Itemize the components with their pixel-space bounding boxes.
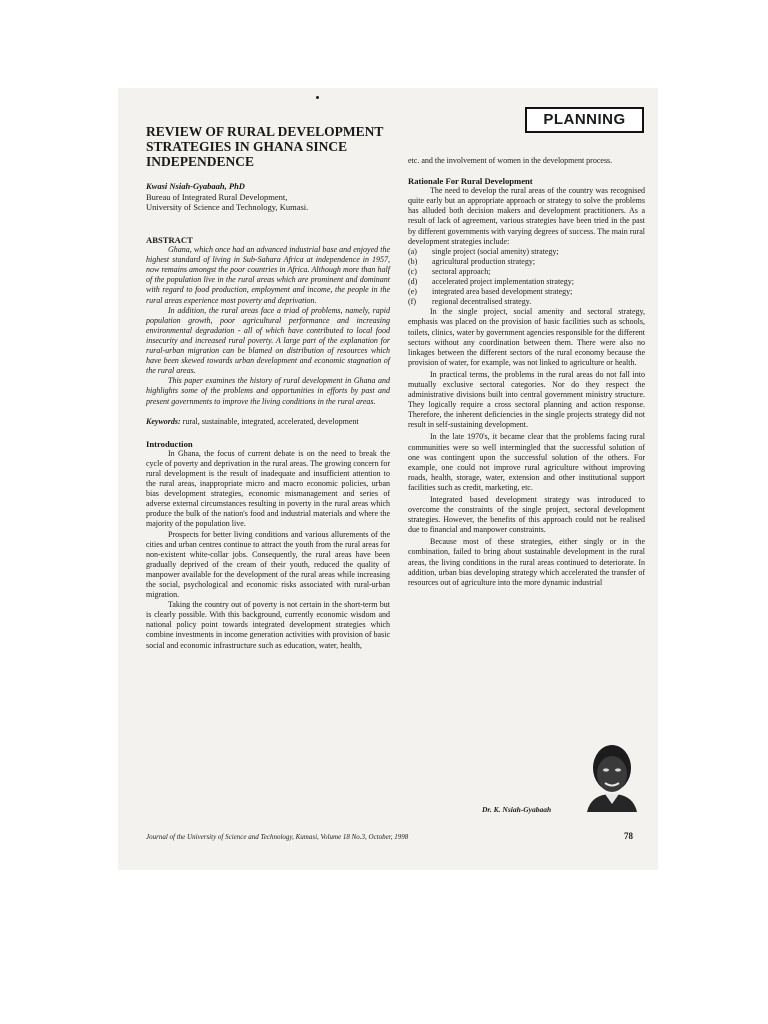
- keywords-text: rural, sustainable, integrated, accelerated, development: [182, 416, 359, 426]
- photo-caption: Dr. K. Nsiah-Gyabaah: [482, 805, 552, 814]
- list-letter: (d): [408, 277, 418, 287]
- abstract-body: [146, 245, 390, 407]
- journal-page: [118, 88, 658, 870]
- list-item: [408, 247, 645, 257]
- rationale-paragraph: Because most of these strategies, either singly or in the combination, failed to bring about sustainable development in the rural areas, the living conditions in the rural areas continued to deteriorate. In addition, urban bias developing strategy which accelerated the transfer of resources out of agriculture into the more dynamic industrial: [408, 537, 645, 587]
- author-portrait-icon: [581, 738, 641, 812]
- section-badge: PLANNING: [525, 107, 644, 133]
- author-affiliation-2: University of Science and Technology, Kumasi.: [146, 202, 309, 212]
- speck-mark: [316, 96, 319, 99]
- list-text: integrated area based development strategy;: [432, 287, 573, 297]
- keywords-label: Keywords:: [146, 416, 181, 426]
- right-column: [408, 156, 645, 588]
- list-item: [408, 277, 645, 287]
- keywords-line: [146, 417, 390, 427]
- list-text: agricultural production strategy;: [432, 256, 536, 266]
- abstract-paragraph: Ghana, which once had an advanced industrial base and enjoyed the highest standard of living in Sub-Sahara Africa at independence in 1957, now remains amongst the poor countries in Africa. Although more than half of the population live in the rural areas which are prominent and dominant with regard to food production, employment and income, the people in the rural areas experience most poverty and deprivation.: [146, 245, 390, 305]
- author-photo: [581, 738, 641, 812]
- list-letter: (b): [408, 256, 418, 266]
- intro-heading: Introduction: [146, 438, 193, 449]
- journal-footer: Journal of the University of Science and Technology, Kumasi, Volume 18 No.3, October, 1998: [146, 833, 409, 841]
- list-letter: (c): [408, 266, 417, 276]
- list-text: accelerated project implementation strategy;: [432, 277, 574, 287]
- rationale-paragraph: In the single project, social amenity and sectoral strategy, emphasis was placed on the provision of basic facilities such as schools, toilets, clinics, water by government agencies responsible for the different sectors without any coordination between them. There were also no linkages between the different sectors of the rural economy because the provision of water, for example, was not linked to agriculture or health.: [408, 307, 645, 367]
- list-text: regional decentralised strategy.: [432, 297, 532, 307]
- list-text: single project (social amenity) strategy;: [432, 246, 559, 256]
- list-item: [408, 267, 645, 277]
- strategy-list: [408, 247, 645, 308]
- intro-paragraph: Prospects for better living conditions and various allurements of the cities and urban centres continue to attract the youth from the rural areas for non-existent white-collar jobs. Consequently, the rural areas have been gradually deprived of the cream of their youth, reduced the quality of manpower available for the development of the rural areas while increasing the social, psychological and economic risks associated with rural-urban migration.: [146, 529, 390, 600]
- author-block: [146, 181, 396, 213]
- continued-paragraph: etc. and the involvement of women in the development process.: [408, 156, 613, 165]
- list-letter: (a): [408, 246, 417, 256]
- author-affiliation-1: Bureau of Integrated Rural Development,: [146, 191, 288, 202]
- intro-paragraph: In Ghana, the focus of current debate is on the need to break the cycle of poverty and deprivation in the rural areas. The growing concern for rural development is the result of inadequate and insufficient attention to the rural areas, inappropriate micro and macro economic policies, urban bias development strategies, economic mismanagement and series of adverse external circumstances resulting in poverty in the rural areas which produce the bulk of the nation's food and industrial materials and where the majority of the population live.: [146, 448, 390, 529]
- left-column: [146, 235, 390, 651]
- abstract-heading: ABSTRACT: [146, 235, 193, 245]
- list-item: [408, 257, 645, 267]
- list-letter: (f): [408, 297, 416, 307]
- rationale-paragraph: In the late 1970's, it became clear that the problems facing rural communities were so well intermingled that the successful solution of one was contingent upon the successful solution of the others. For example, one could not improve rural agriculture without improving roads, health, storage, water, extension and other institutional support facilities such as credit, marketing, etc.: [408, 432, 645, 492]
- list-letter: (e): [408, 287, 417, 297]
- article-title: REVIEW OF RURAL DEVELOPMENT STRATEGIES IN GHANA SINCE INDEPENDENCE: [146, 124, 384, 169]
- abstract-paragraph: This paper examines the history of rural development in Ghana and highlights some of the problems and opportunities in efforts by past and present governments to improve the living conditions in the rural areas.: [146, 376, 390, 406]
- rationale-heading: Rationale For Rural Development: [408, 176, 533, 187]
- abstract-paragraph: In addition, the rural areas face a triad of problems, namely, rapid population growth, poor agricultural performance and increasing environmental degradation - all of which have contributed to local food insecurity and increased rural poverty. A large part of the explanation for rural-urban migration can be blamed on distribution of resources which have been skewed towards urban development and economic stagnation of the rural areas.: [146, 305, 390, 376]
- list-text: sectoral approach;: [432, 266, 491, 276]
- rationale-paragraph: The need to develop the rural areas of the country was recognised quite early but an appropriate approach or strategy to solve the problems has alluded both decision makers and development practitioners. As a result of lack of agreement, various strategies have been tried in the past by different governments with varying degrees of success. The main rural development strategies include:: [408, 186, 645, 246]
- author-name: Kwasi Nsiah-Gyabaah, PhD: [146, 181, 245, 191]
- intro-paragraph: Taking the country out of poverty is not certain in the short-term but is clearly possible. With this background, currently economic wisdom and national policy point towards integrated development strategies which combine investments in income generation activities with provision of basic social and economic infrastructure such as education, water, health,: [146, 600, 390, 650]
- list-item: [408, 297, 645, 307]
- list-item: [408, 287, 645, 297]
- page-number: 78: [624, 831, 633, 841]
- rationale-paragraph: In practical terms, the problems in the rural areas do not fall into mutually exclusive sectoral categories. Nor do they respect the administrative divisions built into central government ministry structure. They logically require a cross sectoral planning and action response. Therefore, the inherent deficiencies in the single projects strategy did not result in self-sustaining development.: [408, 369, 645, 430]
- rationale-paragraph: Integrated based development strategy was introduced to overcome the constraints of the single project, sectoral development strategies. However, the benefits of this approach could not be realised due to financial and manpower constraints.: [408, 495, 645, 535]
